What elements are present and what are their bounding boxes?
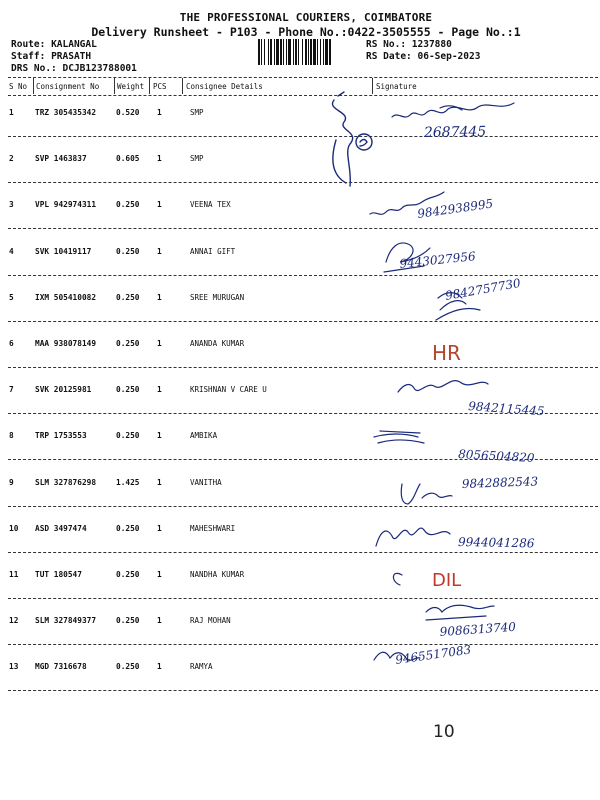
row-pcs: 1 (157, 385, 162, 395)
runsheet-subtitle: Delivery Runsheet - P103 - Phone No.:0422-3505555 - Page No.:1 (91, 25, 521, 39)
row-consignee: SMP (190, 108, 204, 117)
handwritten-phone-number: 9842938995 (416, 196, 495, 221)
row-consignee: RAMYA (190, 662, 213, 672)
row-pcs: 1 (157, 292, 162, 302)
handwritten-page-count: 10 (433, 722, 455, 742)
row-consignee: KRISHNAN V CARE U (190, 385, 267, 395)
row-pcs: 1 (157, 570, 162, 579)
row-pcs: 1 (157, 339, 162, 348)
row-pcs: 1 (157, 431, 162, 441)
col-header-consignment: Consignment No (36, 82, 100, 91)
rs-date-label: RS Date: (366, 51, 412, 62)
row-pcs: 1 (157, 616, 162, 626)
row-consignment-no: MAA 938078149 (35, 339, 97, 348)
row-consignee: AMBIKA (190, 431, 218, 441)
row-weight: 0.250 (116, 339, 140, 348)
row-consignee: ANANDA KUMAR (190, 339, 245, 348)
handwritten-phone-number: 9465517083 (394, 642, 473, 667)
handwritten-phone-number: 9944041286 (457, 535, 535, 551)
row-consignee: ANNAI GIFT (190, 246, 236, 256)
row-consignment-no: SLM 327849377 (35, 616, 97, 626)
handwritten-phone-number: 9842115445 (467, 399, 545, 419)
row-pcs: 1 (157, 154, 162, 164)
row-sno: 5 (9, 292, 14, 302)
row-consignment-no: TUT 180547 (35, 570, 82, 579)
row-weight: 0.520 (116, 108, 140, 117)
row-sno: 1 (9, 108, 14, 117)
row-sno: 6 (9, 339, 14, 348)
staff-value: PRASATH (51, 51, 92, 62)
handwritten-phone-number: 9842882543 (461, 474, 539, 491)
row-pcs: 1 (157, 246, 162, 256)
row-consignment-no: ASD 3497474 (35, 523, 87, 533)
drs-value: DCJB123788001 (62, 63, 137, 74)
row-sno: 9 (9, 477, 14, 487)
handwritten-phone-number: 2687445 (423, 123, 487, 141)
row-weight: 0.250 (116, 616, 140, 626)
col-header-weight: Weight (117, 82, 145, 91)
row-consignee: VANITHA (190, 477, 222, 487)
row-consignee: RAJ MOHAN (190, 616, 231, 626)
row-consignee: VEENA TEX (190, 200, 231, 210)
row-weight: 0.250 (116, 292, 140, 302)
row-consignment-no: SVK 10419117 (35, 246, 92, 256)
row-sno: 13 (9, 662, 19, 672)
row-weight: 0.250 (116, 570, 140, 579)
handwritten-phone-number: 9086313740 (439, 619, 517, 639)
handwritten-phone-number: 8056504820 (457, 447, 535, 465)
row-weight: 0.250 (116, 431, 140, 441)
col-header-signature: Signature (376, 82, 417, 91)
row-consignment-no: SLM 327876298 (35, 477, 97, 487)
handwritten-initials-row6: HR (432, 341, 461, 365)
row1-signature-scrawl (392, 103, 514, 117)
handwritten-phone-number: 9443027956 (398, 249, 477, 271)
staff-label: Staff: (11, 51, 46, 62)
rs-no-value: 1237880 (411, 39, 452, 50)
row-weight: 0.605 (116, 154, 140, 164)
row-pcs: 1 (157, 477, 162, 487)
row-consignee: MAHESHWARI (190, 523, 236, 533)
row-weight: 0.250 (116, 662, 140, 672)
row-sno: 12 (9, 616, 19, 626)
row-consignment-no: SVK 20125981 (35, 385, 92, 395)
route-label: Route: (11, 39, 46, 50)
rs-date-value: 06-Sep-2023 (417, 51, 481, 62)
route-value: KALANGAL (51, 39, 97, 50)
row-sno: 8 (9, 431, 14, 441)
receiver-stamp-mark (332, 92, 372, 186)
row-consignment-no: TRZ 305435342 (35, 108, 97, 117)
row-consignee: NANDHA KUMAR (190, 570, 245, 579)
row-consignment-no: IXM 505410082 (35, 292, 97, 302)
row-pcs: 1 (157, 200, 162, 210)
row-sno: 3 (9, 200, 14, 210)
rs-no-label: RS No.: (366, 39, 407, 50)
row-weight: 1.425 (116, 477, 140, 487)
row-weight: 0.250 (116, 523, 140, 533)
row-weight: 0.250 (116, 246, 140, 256)
row-consignment-no: SVP 1463837 (35, 154, 87, 164)
row-weight: 0.250 (116, 385, 140, 395)
handwritten-initials-row11: DIL (432, 570, 462, 591)
row-sno: 2 (9, 154, 14, 164)
col-header-sno: S No (9, 82, 28, 91)
row-consignment-no: VPL 942974311 (35, 200, 97, 210)
row-sno: 4 (9, 246, 14, 256)
row-sno: 10 (9, 523, 19, 533)
handwritten-phone-number: 9842757730 (444, 275, 522, 303)
row-consignment-no: TRP 1753553 (35, 431, 87, 441)
row-consignment-no: MGD 7316678 (35, 662, 87, 672)
company-title: THE PROFESSIONAL COURIERS, COIMBATORE (179, 11, 433, 24)
row-pcs: 1 (157, 523, 162, 533)
row-pcs: 1 (157, 108, 162, 117)
row-weight: 0.250 (116, 200, 140, 210)
drs-label: DRS No.: (11, 63, 57, 74)
col-header-consignee: Consignee Details (186, 82, 263, 91)
row-consignee: SMP (190, 154, 204, 164)
row-consignee: SREE MURUGAN (190, 292, 245, 302)
row-pcs: 1 (157, 662, 162, 672)
col-header-pcs: PCS (153, 82, 167, 91)
row-sno: 7 (9, 385, 14, 395)
row-sno: 11 (9, 570, 19, 579)
